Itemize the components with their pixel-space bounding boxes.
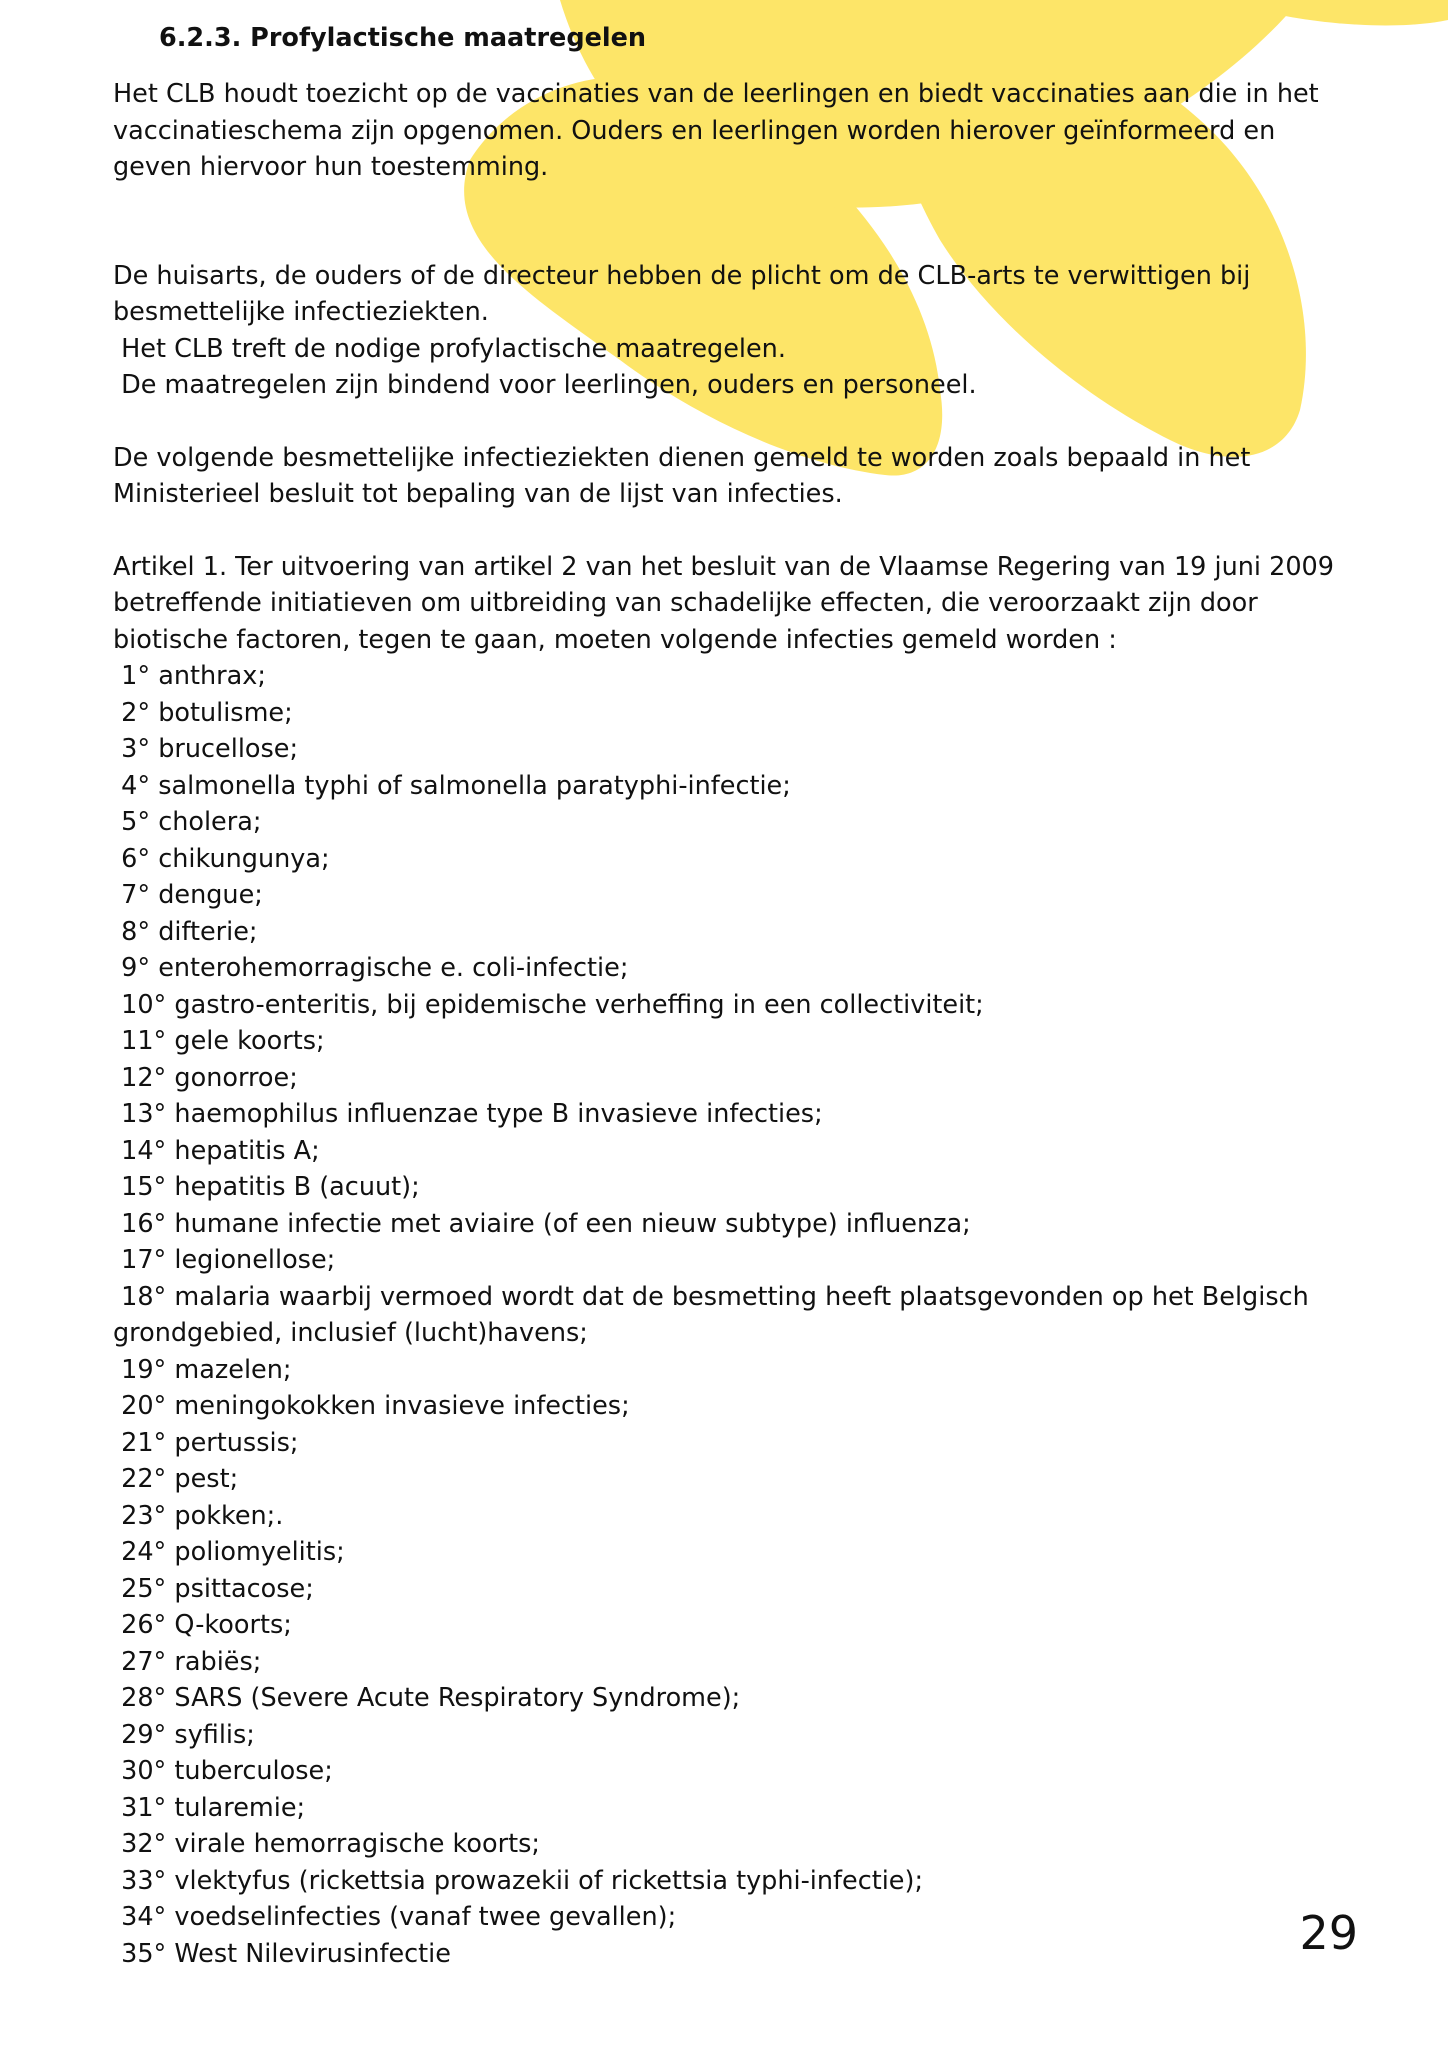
list-item: 1° anthrax; (113, 661, 266, 691)
list-item: 6° chikungunya; (113, 843, 330, 874)
paragraph-article-1: Artikel 1. Ter uitvoering van artikel 2 van het besluit van de Vlaamse Regering van 19 juni 2009 betreffende initiatieven om uitbreiding van schadelijke effecten, die veroorzaakt zijn door biotische factoren, tegen te gaan, moeten volgende infecties gemeld worden : (113, 551, 1343, 655)
list-item: 15° hepatitis B (acuut); (113, 1172, 420, 1202)
list-item: 22° pest; (113, 1464, 239, 1494)
list-item: 17° legionellose; (113, 1245, 336, 1275)
list-item: 29° syfilis; (113, 1719, 255, 1750)
list-item: 5° cholera; (113, 807, 262, 837)
paragraph-reportable-diseases: De volgende besmettelijke infectieziekten dienen gemeld te worden zoals bepaald in het Ministerieel besluit tot bepaling van de lijst van infecties. (113, 442, 1259, 509)
document-body (113, 18, 1343, 1972)
list-item: 23° pokken;. (113, 1500, 284, 1531)
section-heading: 6.2.3. Profylactische maatregelen (159, 23, 647, 53)
list-item: 12° gonorroe; (113, 1062, 298, 1093)
list-item: 25° psittacose; (113, 1573, 314, 1604)
list-item: 7° dengue; (113, 880, 263, 910)
list-item: 14° hepatitis A; (113, 1135, 320, 1166)
page-number: 29 (1299, 1906, 1358, 1960)
list-item: 19° mazelen; (113, 1354, 292, 1385)
list-item: 16° humane infectie met aviaire (of een nieuw subtype) influenza; (113, 1208, 971, 1239)
list-item: 2° botulisme; (113, 697, 293, 728)
list-item: 8° difterie; (113, 916, 258, 947)
paragraph-duty-to-notify: De huisarts, de ouders of de directeur hebben de plicht om de CLB-arts te verwittigen bij besmettelijke infectieziekten. (113, 260, 1259, 327)
list-item: 30° tuberculose; (113, 1756, 333, 1786)
list-item: 3° brucellose; (113, 734, 299, 764)
list-item: 21° pertussis; (113, 1427, 299, 1458)
list-item: 32° virale hemorragische koorts; (113, 1829, 540, 1859)
list-item: 24° poliomyelitis; (113, 1537, 345, 1567)
list-item: 10° gastro-enteritis, bij epidemische verheffing in een collectiviteit; (113, 989, 984, 1020)
paragraph-clb-measures: Het CLB treft de nodige profylactische maatregelen. (113, 333, 786, 364)
list-item: 26° Q-koorts; (113, 1610, 292, 1640)
list-item: 33° vlektyfus (rickettsia prowazekii of rickettsia typhi-infectie); (113, 1865, 924, 1896)
list-item: 18° malaria waarbij vermoed wordt dat de besmetting heeft plaatsgevonden op het Belgisch grondgebied, inclusief (lucht)havens; (113, 1281, 1326, 1348)
list-item: 4° salmonella typhi of salmonella paratyphi-infectie; (113, 770, 791, 801)
list-item: 13° haemophilus influenzae type B invasieve infecties; (113, 1099, 823, 1129)
paragraph-vaccinations: Het CLB houdt toezicht op de vaccinaties van de leerlingen en biedt vaccinaties aan die in het vaccinatieschema zijn opgenomen. Ouders en leerlingen worden hierover geïnformeerd en geven hiervoor hun toestemming. (113, 79, 1327, 182)
list-item: 9° enterohemorragische e. coli-infectie; (113, 953, 629, 983)
list-item: 28° SARS (Severe Acute Respiratory Syndrome); (113, 1683, 741, 1713)
infection-list (113, 658, 1343, 1972)
list-item: 27° rabiës; (113, 1646, 262, 1677)
list-item: 20° meningokokken invasieve infecties; (113, 1391, 630, 1421)
list-item: 31° tularemie; (113, 1792, 306, 1823)
list-item: 34° voedselinfecties (vanaf twee gevallen); (113, 1902, 677, 1932)
list-item: 11° gele koorts; (113, 1026, 325, 1056)
list-item: 35° West Nilevirusinfectie (113, 1938, 451, 1969)
paragraph-binding-measures: De maatregelen zijn bindend voor leerlingen, ouders en personeel. (113, 370, 977, 400)
